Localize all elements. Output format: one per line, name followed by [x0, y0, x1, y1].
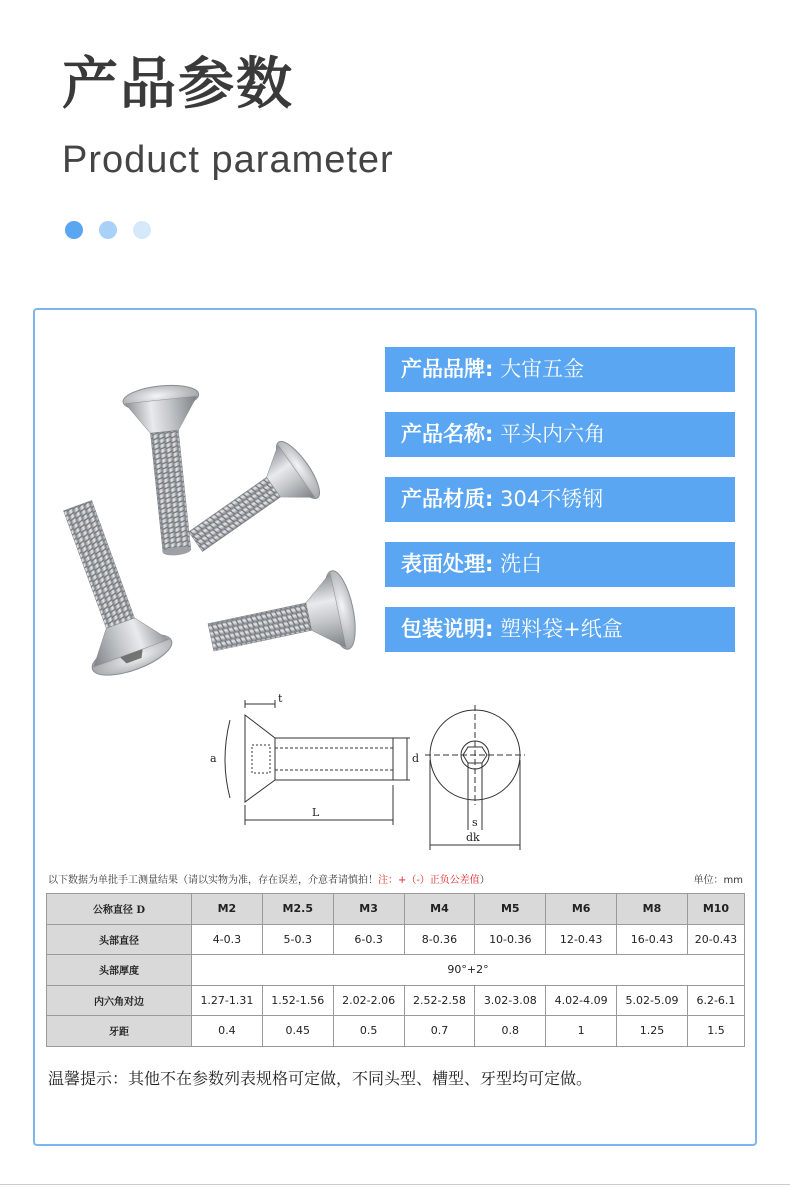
note-prefix: 以下数据为单批手工测量结果（请以实物为准，存在误差，介意者请慎拍！	[48, 875, 378, 886]
table-cell: 6-0.3	[333, 924, 404, 955]
dot-2	[99, 221, 117, 239]
label-dk: dk	[466, 831, 480, 844]
table-row	[47, 955, 745, 986]
table-cell: 0.7	[404, 1016, 475, 1047]
row-label: 牙距	[47, 1016, 192, 1047]
table-cell: 2.52-2.58	[404, 985, 475, 1016]
technical-drawing	[200, 690, 560, 855]
col-m4: M4	[404, 894, 475, 925]
spec-name-label: 产品名称:	[401, 422, 494, 446]
table-cell: 10-0.36	[475, 924, 546, 955]
table-cell: 20-0.43	[687, 924, 744, 955]
table-cell: 8-0.36	[404, 924, 475, 955]
spec-name	[385, 412, 735, 457]
spec-name-value: 平头内六角	[500, 422, 606, 446]
measurement-note	[48, 871, 743, 886]
col-m6: M6	[546, 894, 617, 925]
unit-label: 单位：mm	[693, 875, 743, 886]
table-cell: 1	[546, 1016, 617, 1047]
decorative-dots	[65, 221, 151, 239]
spec-material-value: 304不锈钢	[500, 487, 604, 511]
label-a: a	[210, 752, 217, 765]
table-cell: 1.5	[687, 1016, 744, 1047]
divider	[0, 1184, 790, 1185]
label-s: s	[472, 816, 478, 829]
spec-brand-label: 产品品牌:	[401, 357, 494, 381]
spec-packaging-value: 塑料袋+纸盒	[500, 617, 623, 641]
custom-order-tip: 温馨提示：其他不在参数列表规格可定做，不同头型、槽型、牙型均可定做。	[48, 1069, 593, 1088]
table-cell: 4.02-4.09	[546, 985, 617, 1016]
table-header-label: 公称直径 D	[47, 894, 192, 925]
label-L: L	[312, 806, 320, 819]
table-row	[47, 924, 745, 955]
row-label: 内六角对边	[47, 985, 192, 1016]
col-m2-5: M2.5	[262, 894, 333, 925]
col-m8: M8	[617, 894, 688, 925]
spec-brand	[385, 347, 735, 392]
spec-packaging-label: 包装说明:	[401, 617, 494, 641]
table-cell: 16-0.43	[617, 924, 688, 955]
table-cell: 0.45	[262, 1016, 333, 1047]
col-m10: M10	[687, 894, 744, 925]
page-title: 产品参数	[62, 52, 294, 117]
col-m5: M5	[475, 894, 546, 925]
table-cell: 5.02-5.09	[617, 985, 688, 1016]
spec-packaging	[385, 607, 735, 652]
dot-1	[65, 221, 83, 239]
spec-surface	[385, 542, 735, 587]
dot-3	[133, 221, 151, 239]
table-cell: 1.52-1.56	[262, 985, 333, 1016]
table-cell: 1.27-1.31	[192, 985, 263, 1016]
table-cell: 2.02-2.06	[333, 985, 404, 1016]
spec-surface-value: 洗白	[500, 552, 543, 576]
table-header-row	[47, 894, 745, 925]
spec-material	[385, 477, 735, 522]
table-cell: 4-0.3	[192, 924, 263, 955]
table-cell: 5-0.3	[262, 924, 333, 955]
table-row	[47, 985, 745, 1016]
table-cell: 0.8	[475, 1016, 546, 1047]
col-m3: M3	[333, 894, 404, 925]
label-d: d	[412, 752, 420, 765]
row-label: 头部直径	[47, 924, 192, 955]
spec-surface-label: 表面处理:	[401, 552, 494, 576]
spec-list	[385, 347, 735, 672]
table-cell: 0.4	[192, 1016, 263, 1047]
label-t: t	[278, 692, 283, 705]
screws-product-image	[50, 365, 370, 685]
table-cell-merged: 90°+2°	[192, 955, 745, 986]
row-label: 头部厚度	[47, 955, 192, 986]
table-cell: 12-0.43	[546, 924, 617, 955]
spec-material-label: 产品材质:	[401, 487, 494, 511]
table-cell: 3.02-3.08	[475, 985, 546, 1016]
spec-brand-value: 大宙五金	[500, 357, 585, 381]
note-suffix: ）	[479, 875, 490, 886]
table-row	[47, 1016, 745, 1047]
note-warning: 注：+（-）正负公差值	[378, 875, 480, 886]
page-subtitle: Product parameter	[62, 139, 394, 181]
table-cell: 0.5	[333, 1016, 404, 1047]
parameter-table	[46, 893, 745, 1047]
table-cell: 6.2-6.1	[687, 985, 744, 1016]
col-m2: M2	[192, 894, 263, 925]
table-cell: 1.25	[617, 1016, 688, 1047]
